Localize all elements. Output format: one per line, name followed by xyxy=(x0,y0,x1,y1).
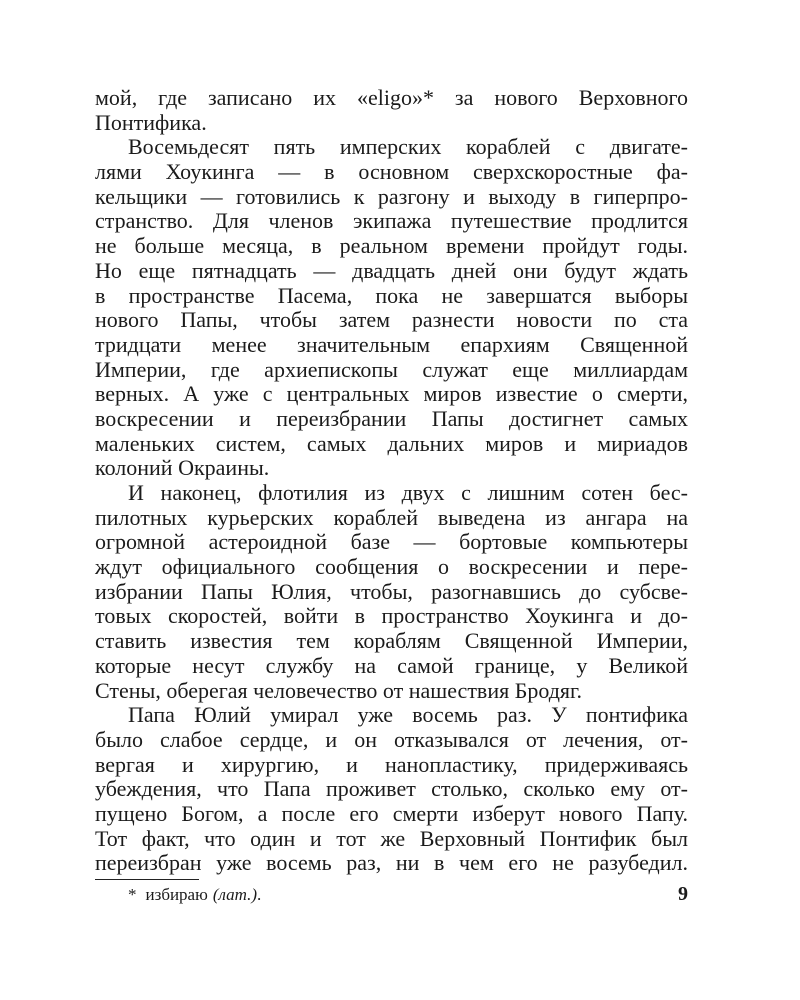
text-line: верных. А уже с центральных миров известие о смерти, xyxy=(95,381,688,407)
text-line: товых скоростей, войти в пространство Хоукинга и до- xyxy=(95,603,688,629)
text-line: ставить известия тем кораблям Священной Империи, xyxy=(95,628,688,654)
text-line: Стены, оберегая человечество от нашествия Бродяг. xyxy=(95,677,583,703)
text-line: было слабое сердце, и он отказывался от лечения, от- xyxy=(95,726,688,752)
text-line: странство. Для членов экипажа путешествие продлится xyxy=(95,208,688,234)
page-number: 9 xyxy=(678,883,688,905)
text-line: в пространстве Пасема, пока не завершатся выборы xyxy=(95,282,688,308)
text-line: И наконец, флотилия из двух с лишним сотен бес- xyxy=(128,480,688,505)
text-line: кельщики — готовились к разгону и выходу в гиперпро- xyxy=(95,183,688,209)
text-line: не больше месяца, в реальном времени пройдут годы. xyxy=(95,233,688,259)
paragraph xyxy=(95,135,688,481)
text-line: воскресении и переизбрании Папы достигнет самых xyxy=(95,405,688,431)
text-line: Восемьдесят пять имперских кораблей с двигате- xyxy=(128,134,688,160)
text-line: Но еще пятнадцать — двадцать дней они будут ждать xyxy=(95,257,688,283)
text-line: тридцати менее значительным епархиям Священной xyxy=(95,331,688,357)
footnote-text: избираю xyxy=(145,885,208,904)
footnote xyxy=(128,885,261,905)
text-line: нового Папы, чтобы затем разнести новости по ста xyxy=(95,307,688,333)
footnote-marker: * xyxy=(128,885,137,904)
paragraph xyxy=(95,703,688,876)
text-line: колоний Окраины. xyxy=(95,455,270,481)
text-line: убеждения, что Папа проживет столько, сколько ему от- xyxy=(95,776,688,802)
paragraph xyxy=(95,481,688,703)
text-line: пилотных курьерских кораблей выведена из ангара на xyxy=(95,504,688,530)
text-line: вергая и хирургию, и нанопластику, придерживаясь xyxy=(95,751,688,777)
footnote-language-note: (лат.) xyxy=(212,885,257,904)
text-line: огромной астероидной базе — бортовые компьютеры xyxy=(95,529,688,555)
text-line: Понтифика. xyxy=(95,109,207,135)
body-text xyxy=(95,86,688,876)
text-line: маленьких систем, самых дальних миров и мириадов xyxy=(95,430,688,456)
text-line: переизбран уже восемь раз, ни в чем его не разубедил. xyxy=(95,850,688,876)
text-line: избрании Папы Юлия, чтобы, разогнавшись до субсве- xyxy=(95,578,688,604)
footnote-divider xyxy=(95,879,199,880)
text-line: Папа Юлий умирал уже восемь раз. У понтифика xyxy=(128,702,688,728)
text-line: которые несут службу на самой границе, у Великой xyxy=(95,652,688,678)
text-line: мой, где записано их «eligo»* за нового Верховного xyxy=(95,85,688,110)
text-line: Империи, где архиепископы служат еще миллиардам xyxy=(95,356,688,382)
text-line: лями Хоукинга — в основном сверхскоростные фа- xyxy=(95,159,688,185)
footnote-end: . xyxy=(257,885,262,904)
text-line: Тот факт, что один и тот же Верховный Понтифик был xyxy=(95,825,688,851)
text-line: ждут официального сообщения о воскресении и пере- xyxy=(95,554,688,580)
paragraph xyxy=(95,86,688,135)
text-line: пущено Богом, а после его смерти изберут нового Папу. xyxy=(95,800,688,826)
